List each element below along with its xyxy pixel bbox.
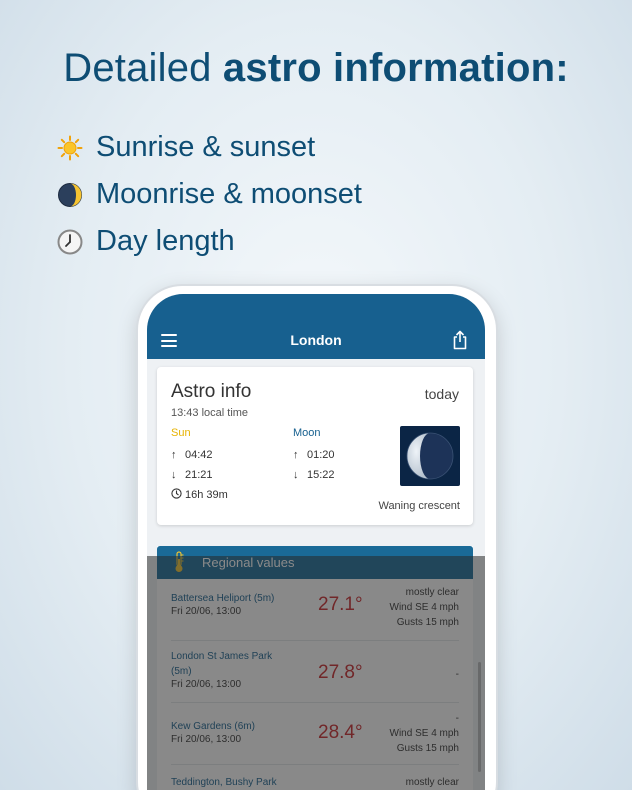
sun-icon <box>56 134 84 162</box>
moon-column <box>293 427 335 485</box>
day-length-value: 16h 39m <box>185 489 228 501</box>
scrollbar[interactable] <box>478 662 481 772</box>
sunset-row <box>171 465 228 485</box>
local-time: 13:43 local time <box>171 407 249 419</box>
arrow-up-icon: ↑ <box>171 449 177 461</box>
day-length-icon <box>171 488 185 502</box>
feature-list <box>56 124 362 265</box>
astro-title: Astro info <box>171 381 252 402</box>
feature-label: Sunrise & sunset <box>96 131 316 163</box>
app-bar <box>147 294 485 359</box>
share-icon[interactable] <box>451 330 469 355</box>
moonrise-row <box>293 445 335 465</box>
feature-sunrise <box>56 124 362 171</box>
moonrise-time: 01:20 <box>307 449 335 461</box>
sunset-time: 21:21 <box>185 469 213 481</box>
moon-label: Moon <box>293 427 321 439</box>
sunrise-time: 04:42 <box>185 449 213 461</box>
app-screen <box>147 294 485 790</box>
moon-phase-label: Waning crescent <box>378 500 460 512</box>
headline-normal: Detailed <box>63 46 223 90</box>
dim-overlay <box>147 556 485 790</box>
feature-moonrise <box>56 171 362 218</box>
moonset-time: 15:22 <box>307 469 335 481</box>
feature-label: Moonrise & moonset <box>96 178 362 210</box>
sun-column <box>171 427 228 505</box>
arrow-down-icon: ↓ <box>171 469 177 481</box>
arrow-up-icon: ↑ <box>293 449 299 461</box>
clock-icon <box>56 228 84 256</box>
day-length-row <box>171 485 228 505</box>
headline-bold: astro information: <box>222 46 569 90</box>
arrow-down-icon: ↓ <box>293 469 299 481</box>
sun-label: Sun <box>171 427 191 439</box>
moonset-row <box>293 465 335 485</box>
moon-phase-image <box>400 426 460 486</box>
moon-icon <box>56 181 84 209</box>
day-label: today <box>424 386 459 402</box>
feature-label: Day length <box>96 225 235 257</box>
astro-info-card <box>157 367 473 525</box>
sunrise-row <box>171 445 228 465</box>
feature-day-length <box>56 218 362 265</box>
location-title: London <box>290 332 342 348</box>
headline <box>0 46 632 91</box>
